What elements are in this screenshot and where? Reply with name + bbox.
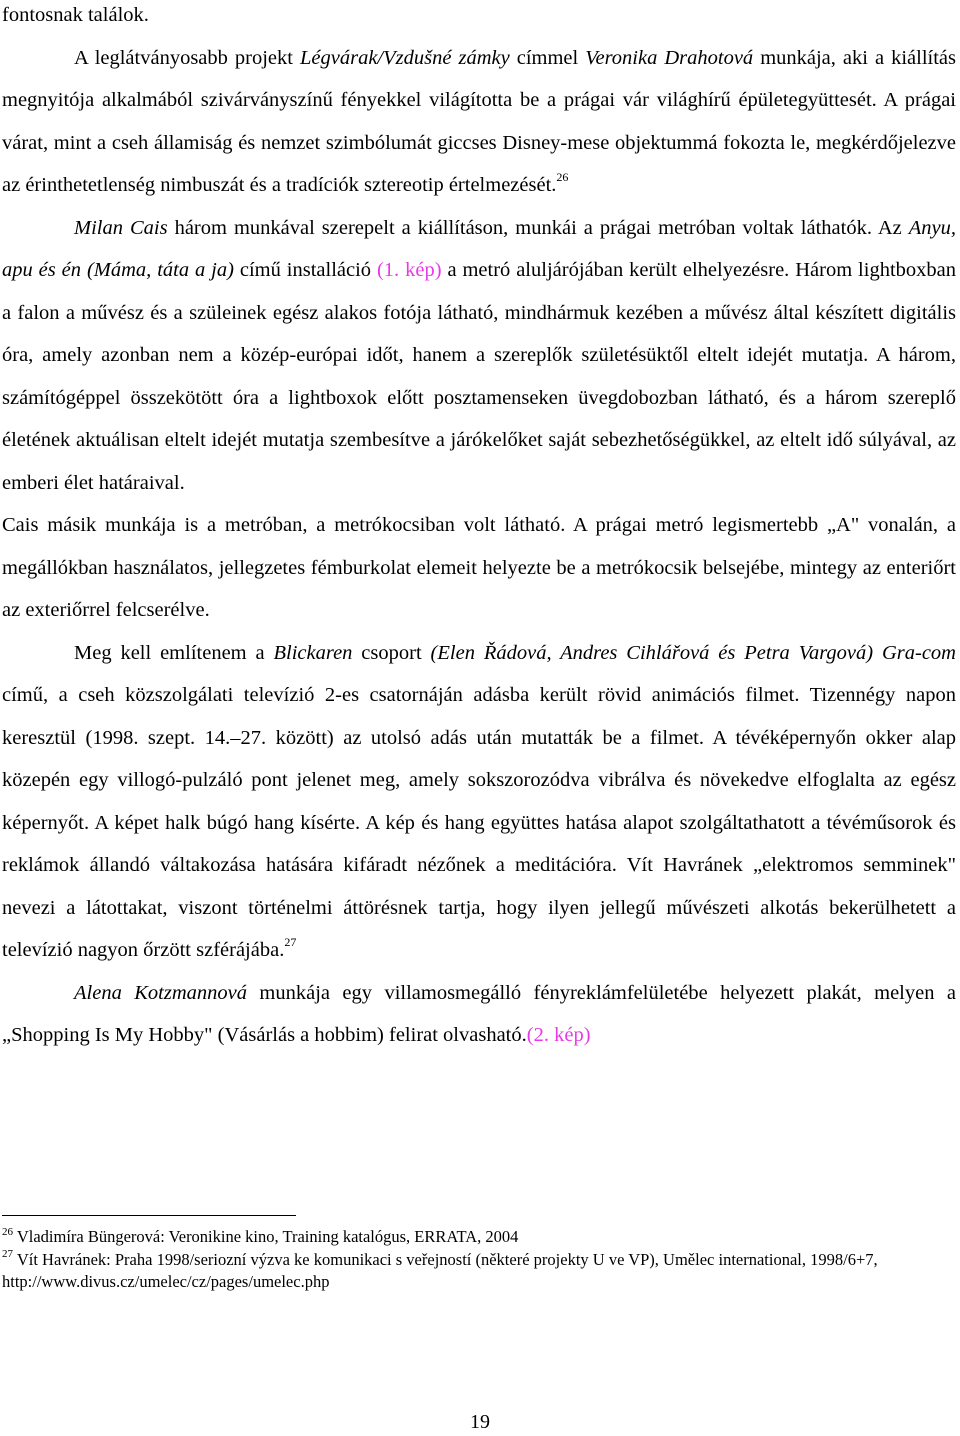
paragraph-blickaren: Meg kell említenem a Blickaren csoport (Elen Řádová, Andres Cihlářová és Petra Vargová) Gra-com című, a cseh közszolgálati televízió 2-es csatornáján adásba került rövid animációs filmet. Tizennégy napon keresztül (1998. szept. 14.–27. között) az utolsó adás után mutatták be a filmet. A tévéképernyőn okker alap közepén egy villogó-pulzáló pont jelenet meg, amely sokszorozódva vibrálva és növekedve elfoglalta az egész képernyőt. A képet halk búgó hang kísérte. A kép és hang együttes hatása alapot szolgáltathatott a tévéműsorok és reklámok állandó váltakozása hatására kifáradt nézőnek a meditációra. Vít Havránek „elektromos semminek" nevezi a látottakat, viszont történelmi áttörésnek tartja, hogy ilyen jellegű művészeti alkotás bekerülhetett a televízió nagyon őrzött szférájába.$^{27}$	[2, 641, 956, 961]
footnote-ref-26: 26	[556, 170, 569, 185]
footnote-ref-27: 27	[284, 935, 297, 950]
footnote-27: $^{27}$ Vít Havránek: Praha 1998/seriozní výzva ke komunikaci s veřejností (některé projekty U ve VP), Umělec international, 1998/6+7, http://www.divus.cz/umelec/cz/pages/umelec.php	[2, 1248, 878, 1291]
group-name: Blickaren	[273, 641, 353, 664]
footnote-separator	[2, 1215, 296, 1216]
body-text	[2, 0, 956, 1057]
footnote-number: 27	[2, 1248, 13, 1260]
paragraph-cais-metro: Cais másik munkája is a metróban, a metrókocsiban volt látható. A prágai metró legismertebb „A" vonalán, a megállókban használatos, jellegzetes fémburkolat elemeit helyezte be a metrókocsik belsejébe, mintegy az enteriőrt az exteriőrrel felcserélve.	[2, 514, 956, 621]
paragraph-continuation: fontosnak találok.	[2, 4, 149, 26]
artwork-title: Légvárak/Vzdušné zámky	[300, 46, 510, 69]
image-reference-link[interactable]: (1. kép)	[376, 259, 442, 281]
page-number: 19	[470, 1411, 490, 1433]
artist-name: Veronika Drahotová	[585, 46, 754, 69]
paragraph-milan-cais: Milan Cais három munkával szerepelt a kiállításon, munkái a prágai metróban voltak láthatók. Az Anyu, apu és én (Máma, táta a ja) című installáció (1. kép) a metró aluljárójában került elhelyezésre. Három lightboxban a falon a művész és a szüleinek egész alakos fotója látható, mindhármuk kezében a művész által készített digitális óra, amely azonban nem a közép-európai időt, hanem a szereplők születésüktől eltelt idejét mutatja. A három, számítógéppel összekötött óra a lightboxok előtt posztamenseken üvegdobozban látható, és a három szereplő életének aktuálisan eltelt idejét mutatja szembesítve a járókelőket saját sebezhetőségükkel, az eltelt idő súlyával, az emberi élet határaival.	[2, 216, 956, 494]
paragraph-kotzmannova: Alena Kotzmannová munkája egy villamosmegálló fényreklámfelületébe helyezett plakát, melyen a „Shopping Is My Hobby" (Vásárlás a hobbim) felirat olvasható.(2. kép)	[2, 981, 956, 1046]
footnotes	[2, 1226, 956, 1294]
artist-name: Alena Kotzmannová	[74, 981, 247, 1004]
footnote-26: $^{26}$ Vladimíra Büngerová: Veronikine kino, Training katalógus, ERRATA, 2004	[2, 1225, 519, 1246]
artwork-title: Anyu, apu és én (Máma, táta a ja)	[2, 216, 956, 281]
artwork-title: (Elen Řádová, Andres Cihlářová és Petra Vargová) Gra-com	[430, 641, 956, 664]
image-reference-link[interactable]: (2. kép)	[526, 1024, 591, 1046]
paragraph-legvarak: A leglátványosabb projekt Légvárak/Vzdušné zámky címmel Veronika Drahotová munkája, aki a kiállítás megnyitója alkalmából szivárványszínű fényekkel világította be a prágai vár világhírű épületegyüttesét. A prágai várat, mint a cseh államiság és nemzet szimbólumát giccses Disney-mese objektummá fokozta le, megkérdőjelezve az érinthetetlenség nimbuszát és a tradíciók sztereotip értelmezését.$^{26}$	[2, 46, 956, 196]
artist-name: Milan Cais	[74, 216, 168, 239]
footnote-number: 26	[2, 1225, 13, 1238]
